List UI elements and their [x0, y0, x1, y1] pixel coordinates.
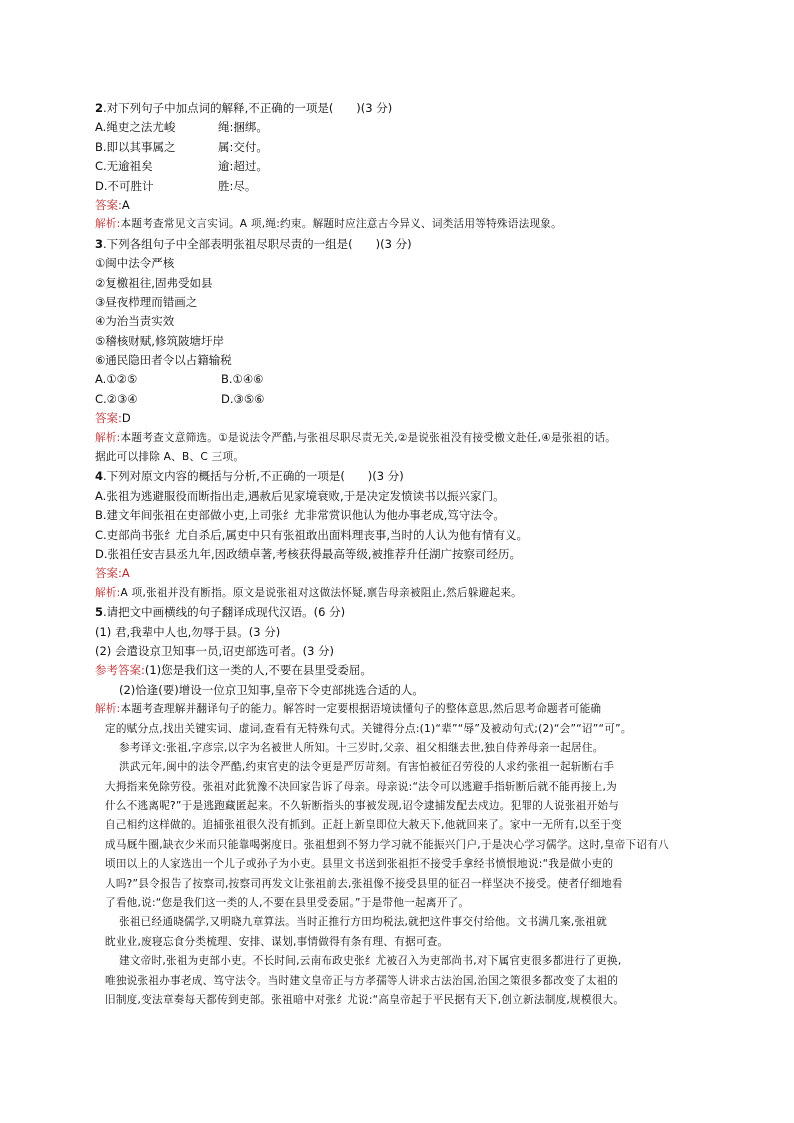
- q4-analysis: [95, 584, 707, 603]
- q4-option-d: D.张祖任安吉县丞九年,因政绩卓著,考核获得最高等级,被推荐升任湖广按察司经历。: [95, 546, 521, 561]
- q2-option-d: [95, 177, 707, 196]
- q2-option-c-label: C.无逾祖矣: [95, 159, 153, 174]
- q5-item-1: (1) 君,我辈中人也,勿辱于县。(3 分): [95, 624, 281, 639]
- q3-analysis-label: 解析:: [95, 431, 121, 444]
- q3-choices-row-2: [95, 390, 707, 409]
- q5-reference-text-1: (1)您是我们这一类的人,不要在县里受委屈。: [144, 663, 372, 678]
- q2-stem: [95, 99, 707, 118]
- q5-translation-line: 洪武元年,闽中的法令严酷,约束官吏的法令更是严厉苛刻。有害怕被征召劳役的人求约张祖一起斩断右手: [119, 761, 615, 774]
- q3-choices-row-1: [95, 370, 707, 389]
- q2-option-b: [95, 138, 707, 157]
- q3-stem: [95, 235, 707, 254]
- q4-analysis-text: A 项,张祖并没有断指。原文是说张祖对这做法怀疑,禀告母亲被阻止,然后躲避起来。: [120, 586, 523, 599]
- q2-analysis-label: 解析:: [95, 218, 121, 231]
- q5-analysis-line-1: [95, 700, 707, 719]
- q5-analysis-text: 本题考查理解并翻译句子的能力。解答时一定要根据语境读懂句子的整体意思,然后思考命题者可能确: [120, 703, 602, 716]
- q4-answer: [95, 564, 707, 583]
- q5-reference-answer-1: [95, 661, 707, 680]
- q2-answer-value: A: [121, 197, 130, 212]
- q4-option-b: B.建文年间张祖在吏部做小吏,上司张纟尤非常赏识他认为他办事老成,笃守法令。: [95, 508, 505, 523]
- q2-option-b-label: B.即以其事属之: [95, 139, 176, 154]
- q2-option-c: [95, 157, 707, 176]
- q5-translation-line: 唯独说张祖办事老成、笃守法令。当时建文皇帝正与方孝孺等人讲求古法治国,治国之策很多都改变了太祖的: [105, 974, 619, 987]
- q5-translation-line: 张祖已经通晓儒学,又明晓九章算法。当时正推行方田均税法,就把这件事交付给他。文书满几案,张祖就: [119, 916, 607, 929]
- q2-option-a-gloss: 绳:捆绑。: [218, 120, 268, 135]
- q5-analysis-label: 解析:: [95, 703, 121, 716]
- q3-item: ⑤稽核财赋,修筑陂塘圩岸: [95, 333, 224, 348]
- q2-number: 2: [95, 101, 104, 115]
- q5-translation-line: 参考译文:张祖,字彦宗,以字为名被世人所知。十三岁时,父亲、祖父相继去世,独自侍养母亲一起居住。: [119, 741, 604, 754]
- q5-translation-line: 旧制度,变法章奏每天都传到吏部。张祖暗中对张纟尤说:“高皇帝起于平民据有天下,创立新法制度,规模很大。: [105, 993, 625, 1006]
- q5-reference-answer-2: (2)恰逢(要)增设一位京卫知事,皇帝下令吏部挑选合适的人。: [119, 682, 424, 697]
- q2-option-a-label: A.绳吏之法尤峻: [95, 120, 176, 135]
- q2-answer: [95, 196, 707, 215]
- q3-analysis-line-2: 据此可以排除 A、B、C 三项。: [95, 451, 245, 464]
- q2-option-d-gloss: 胜:尽。: [218, 178, 257, 193]
- q3-item: ①闽中法令严核: [95, 256, 175, 271]
- q3-choice-d: D.③⑤⑥: [221, 391, 265, 406]
- q3-stem-text: .下列各组句子中全部表明张祖尽职尽责的一组是( )(3 分): [103, 236, 412, 251]
- q5-translation-line: 成马厩牛圈,缺衣少米而只能靠喝粥度日。张祖想到不努力学习就不能振兴门户,于是决心学习儒学。这时,皇帝下诏有八: [105, 838, 669, 851]
- q4-number: 4: [95, 469, 104, 484]
- q2-option-a: [95, 118, 707, 137]
- q3-choice-a: A.①②⑤: [95, 372, 138, 387]
- document-page: [95, 99, 707, 1010]
- q5-analysis-line: 定的赋分点,找出关键实词、虚词,查看有无特殊句式。关键得分点:(1)“辈”“辱”及被动句式;(2)“会”“诏”“可”。: [105, 722, 632, 735]
- q5-stem-text: .请把文中画横线的句子翻译成现代汉语。(6 分): [103, 605, 346, 620]
- q4-option-a: A.张祖为逃避服役而断指出走,遇赦后见家境衰败,于是决定发愤读书以振兴家门。: [95, 488, 505, 503]
- q3-item: ④为治当责实效: [95, 314, 175, 329]
- q3-answer: [95, 409, 707, 428]
- q3-analysis-line-1: [95, 429, 707, 448]
- q5-item-2: (2) 会遣设京卫知事一员,诏吏部选可者。(3 分): [95, 643, 335, 658]
- q3-number: 3: [95, 236, 104, 251]
- q3-item: ⑥通民隐田者令以占籍输税: [95, 353, 232, 368]
- q4-stem-text: .下列对原文内容的概括与分析,不正确的一项是( )(3 分): [103, 469, 404, 484]
- q5-translation-line: 自己相约这样做的。追捕张祖很久没有抓到。正赶上新皇即位大赦天下,他就回来了。家中一无所有,以至于变: [105, 819, 622, 832]
- q4-answer-value: A: [121, 566, 130, 581]
- q5-stem: [95, 603, 707, 622]
- q5-translation-line: 人吗?”县令报告了按察司,按察司再发文让张祖前去,张祖像不接受县里的征召一样坚决不接受。使者仔细地看: [105, 877, 623, 890]
- q3-choice-c: C.②③④: [95, 391, 138, 406]
- q3-choice-b: B.①④⑥: [221, 372, 264, 387]
- q2-stem-text: .对下列句子中加点词的解释,不正确的一项是( )(3 分): [103, 101, 393, 115]
- q2-option-b-gloss: 属:交付。: [218, 139, 268, 154]
- q4-option-c: C.吏部尚书张纟尤自杀后,属吏中只有张祖敢出面料理丧事,当时的人认为他有情有义。: [95, 527, 528, 542]
- q4-answer-label: 答案:: [95, 566, 122, 581]
- q3-answer-label: 答案:: [95, 411, 122, 426]
- q5-translation-line: 什么不逃离呢?”于是逃跑藏匿起来。不久斩断指头的事被发现,诏令逮捕发配去戍边。犯罪的人说张祖开始与: [105, 800, 620, 813]
- q3-answer-value: D: [121, 411, 131, 426]
- q4-analysis-label: 解析:: [95, 586, 121, 599]
- q2-option-d-label: D.不可胜计: [95, 178, 154, 193]
- q4-stem: [95, 467, 707, 486]
- q2-answer-label: 答案:: [95, 197, 122, 212]
- q5-translation-line: 大拇指来免除劳役。张祖对此犹豫不决回家告诉了母亲。母亲说:“法令可以逃避手指斩断后就不能再接上,为: [105, 780, 617, 793]
- q5-reference-label: 参考答案:: [95, 663, 145, 678]
- q5-translation-line: 建文帝时,张祖为吏部小吏。不长时间,云南布政史张纟尤被召入为吏部尚书,对下属官吏很多都进行了更换,: [119, 955, 622, 968]
- q5-number: 5: [95, 605, 104, 620]
- q2-analysis: [95, 215, 707, 234]
- q5-translation-line: 了看他,说:“您是我们这一类的人,不要在县里受委屈。”于是带他一起离开了。: [105, 897, 470, 910]
- q3-analysis-text: 本题考查文意筛选。①是说法令严酷,与张祖尽职尽责无关,②是说张祖没有接受檄文赴任,④是张祖的话。: [120, 431, 617, 444]
- q5-translation-line: 眈业业,废寝忘食分类梳理、安排、谋划,事情做得有条有理、有据可查。: [105, 935, 449, 948]
- q2-analysis-text: 本题考查常见文言实词。A 项,绳:约束。解题时应注意古今异义、词类活用等特殊语法现象。: [120, 218, 562, 231]
- q5-translation-line: 顷田以上的人家选出一个儿子或孙子为小吏。县里文书送到张祖拒不接受手拿经书愤恨地说:“我是做小吏的: [105, 858, 614, 871]
- q3-item: ③昼夜栉理而错画之: [95, 294, 198, 309]
- q3-item: ②复檄祖往,固弗受如县: [95, 275, 213, 290]
- q2-option-c-gloss: 逾:超过。: [218, 159, 268, 174]
